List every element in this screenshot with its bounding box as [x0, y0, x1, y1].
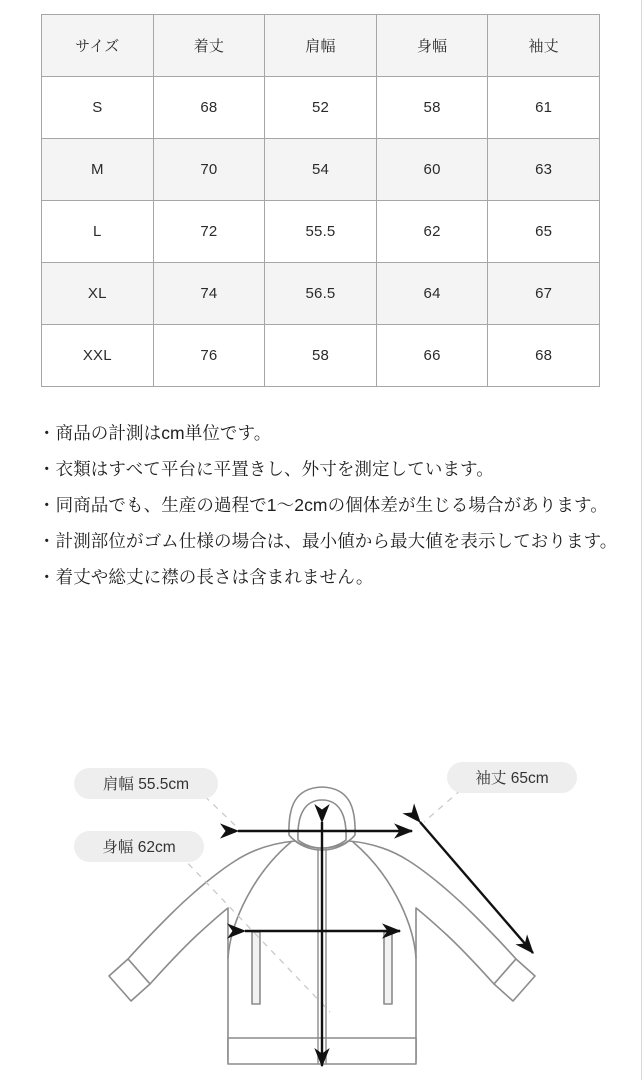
table-row	[42, 139, 600, 201]
cell-size: M	[42, 139, 154, 201]
size-chart-header	[42, 15, 600, 77]
cell-chest: 62	[376, 201, 488, 263]
cell-chest: 66	[376, 325, 488, 387]
cell-chest: 58	[376, 77, 488, 139]
cell-size: S	[42, 77, 154, 139]
label-shoulder-text: 肩幅 55.5cm	[102, 776, 190, 793]
label-chest-text: 身幅 62cm	[102, 839, 176, 856]
note-item: ・着丈や総丈に襟の長さは含まれません。	[38, 567, 374, 587]
note-item: ・商品の計測はcm単位です。	[38, 423, 272, 443]
cell-shoulder: 58	[265, 325, 377, 387]
column-header-size: サイズ	[42, 15, 154, 77]
column-header-sleeve: 袖丈	[488, 15, 600, 77]
table-header-row	[42, 15, 600, 77]
note-item: ・同商品でも、生産の過程で1〜2cmの個体差が生じる場合があります。	[38, 495, 608, 515]
label-sleeve	[447, 762, 577, 793]
cell-length: 72	[153, 201, 265, 263]
label-shoulder	[74, 768, 218, 799]
label-sleeve-text: 袖丈 65cm	[475, 770, 549, 787]
pocket-right	[384, 932, 392, 1004]
body-right-and-sleeve	[322, 841, 516, 1060]
note-item: ・衣類はすべて平台に平置きし、外寸を測定しています。	[38, 459, 494, 479]
cell-chest: 60	[376, 139, 488, 201]
label-chest	[74, 831, 204, 862]
column-header-chest: 身幅	[376, 15, 488, 77]
cell-size: XL	[42, 263, 154, 325]
cell-size: L	[42, 201, 154, 263]
cell-shoulder: 56.5	[265, 263, 377, 325]
measurement-notes	[38, 415, 618, 595]
size-chart-table	[41, 14, 600, 387]
cell-sleeve: 61	[488, 77, 600, 139]
cell-sleeve: 68	[488, 325, 600, 387]
table-row	[42, 263, 600, 325]
size-chart-body	[42, 77, 600, 387]
table-row	[42, 77, 600, 139]
cell-size: XXL	[42, 325, 154, 387]
cell-shoulder: 54	[265, 139, 377, 201]
column-header-shoulder: 肩幅	[265, 15, 377, 77]
pocket-left	[252, 932, 260, 1004]
note-item: ・計測部位がゴム仕様の場合は、最小値から最大値を表示しております。	[38, 531, 618, 551]
cell-sleeve: 65	[488, 201, 600, 263]
measurement-diagram	[0, 700, 644, 1080]
column-header-length: 着丈	[153, 15, 265, 77]
cell-length: 74	[153, 263, 265, 325]
cell-sleeve: 67	[488, 263, 600, 325]
cell-chest: 64	[376, 263, 488, 325]
body-left-and-sleeve	[128, 841, 322, 1060]
cell-length: 70	[153, 139, 265, 201]
cell-length: 68	[153, 77, 265, 139]
table-row	[42, 201, 600, 263]
cell-length: 76	[153, 325, 265, 387]
cell-sleeve: 63	[488, 139, 600, 201]
cell-shoulder: 52	[265, 77, 377, 139]
cell-shoulder: 55.5	[265, 201, 377, 263]
table-row	[42, 325, 600, 387]
